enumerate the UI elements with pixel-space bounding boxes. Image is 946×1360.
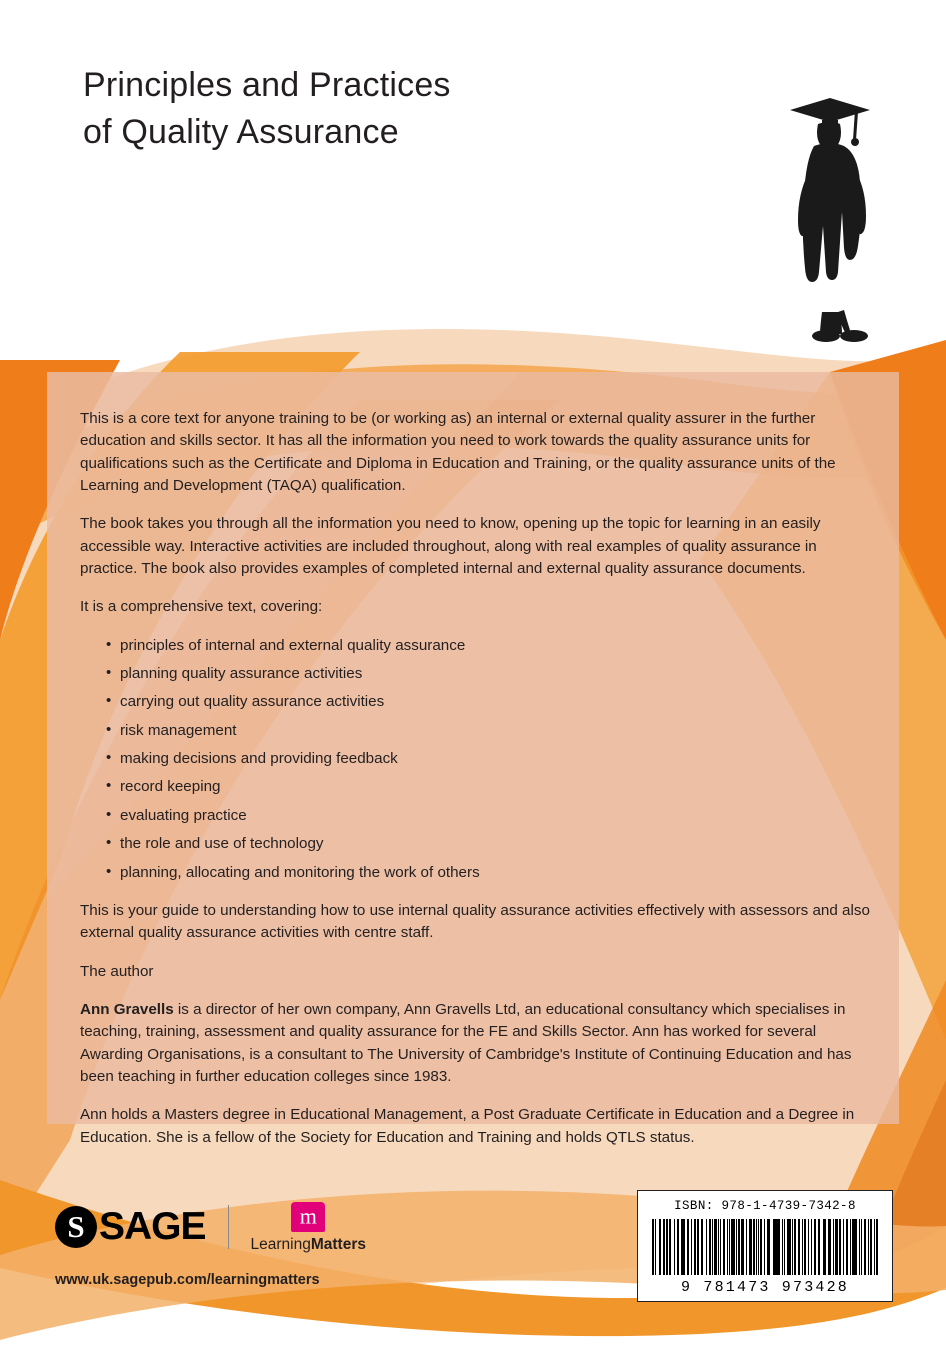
barcode-digits: 9 781473 973428: [680, 1279, 850, 1296]
blurb-paragraph-4: This is your guide to understanding how to use internal quality assurance activities effectively with assessors and also external quality assurance activities with centre staff.: [80, 901, 870, 942]
graduate-silhouette-icon: [770, 80, 880, 345]
logo-divider: [228, 1205, 229, 1249]
list-item: • making decisions and providing feedback: [106, 748, 870, 770]
isbn-text: ISBN: 978-1-4739-7342-8: [674, 1199, 856, 1213]
learning-matters-logo: [251, 1202, 366, 1253]
blurb-panel: [47, 372, 899, 1146]
sage-wordmark: SAGE: [99, 1205, 206, 1248]
barcode: [637, 1190, 893, 1302]
page-title: [83, 62, 683, 156]
sage-globe-icon: [55, 1206, 97, 1248]
list-item: • risk management: [106, 720, 870, 742]
list-item: • carrying out quality assurance activities: [106, 691, 870, 713]
imprint-word-matters: Matters: [310, 1235, 366, 1253]
title-line-1: Principles and Practices: [83, 66, 451, 104]
list-item: • the role and use of technology: [106, 833, 870, 855]
learning-matters-wordmark: [251, 1237, 366, 1253]
imprint-word-learning: Learning: [250, 1235, 311, 1253]
blurb-paragraph-2: The book takes you through all the information you need to know, opening up the topic for learning in an easily accessible way. Interactive activities are included throughout, along with real examples of quality assurance in practice. The book also provides examples of completed internal and external quality assurance documents.: [80, 515, 821, 578]
title-line-2: of Quality Assurance: [83, 112, 399, 151]
list-item: • planning quality assurance activities: [106, 663, 870, 685]
blurb-text: [80, 408, 870, 1165]
learning-matters-m-icon: [291, 1202, 325, 1232]
author-bio-text: is a director of her own company, Ann Gravells Ltd, an educational consultancy which specialises in teaching, training, assessment and quality assurance for the FE and Skills Sector. Ann has worked for several Awarding Organisations, is a consultant to The University of Cambridge's Institute of Continuing Education and has been teaching in further education colleges since 1983.: [80, 1000, 852, 1085]
publisher-logos: [55, 1200, 366, 1254]
list-item: • evaluating practice: [106, 805, 870, 827]
list-item: • principles of internal and external quality assurance: [106, 635, 870, 657]
blurb-paragraph-1: This is a core text for anyone training to be (or working as) an internal or external quality assurer in the further education and skills sector. It has all the information you need to work towards the quality assurance units for qualifications such as the Certificate and Diploma in Education and Training, or the quality assurance units of the Learning and Development (TAQA) qualification.: [80, 410, 836, 495]
barcode-bars: [652, 1219, 878, 1275]
author-heading: The author: [80, 962, 154, 980]
feature-list: [80, 635, 870, 884]
publisher-url[interactable]: www.uk.sagepub.com/learningmatters: [55, 1272, 320, 1288]
author-name: Ann Gravells: [80, 1000, 174, 1018]
author-bio: [80, 999, 870, 1088]
author-qualifications: Ann holds a Masters degree in Educational Management, a Post Graduate Certificate in Education and a Degree in Education. She is a fellow of the Society for Education and Training and holds QTLS status.: [80, 1106, 855, 1146]
list-item: • planning, allocating and monitoring the work of others: [106, 862, 870, 884]
list-item: • record keeping: [106, 776, 870, 798]
blurb-paragraph-3: It is a comprehensive text, covering:: [80, 598, 323, 616]
